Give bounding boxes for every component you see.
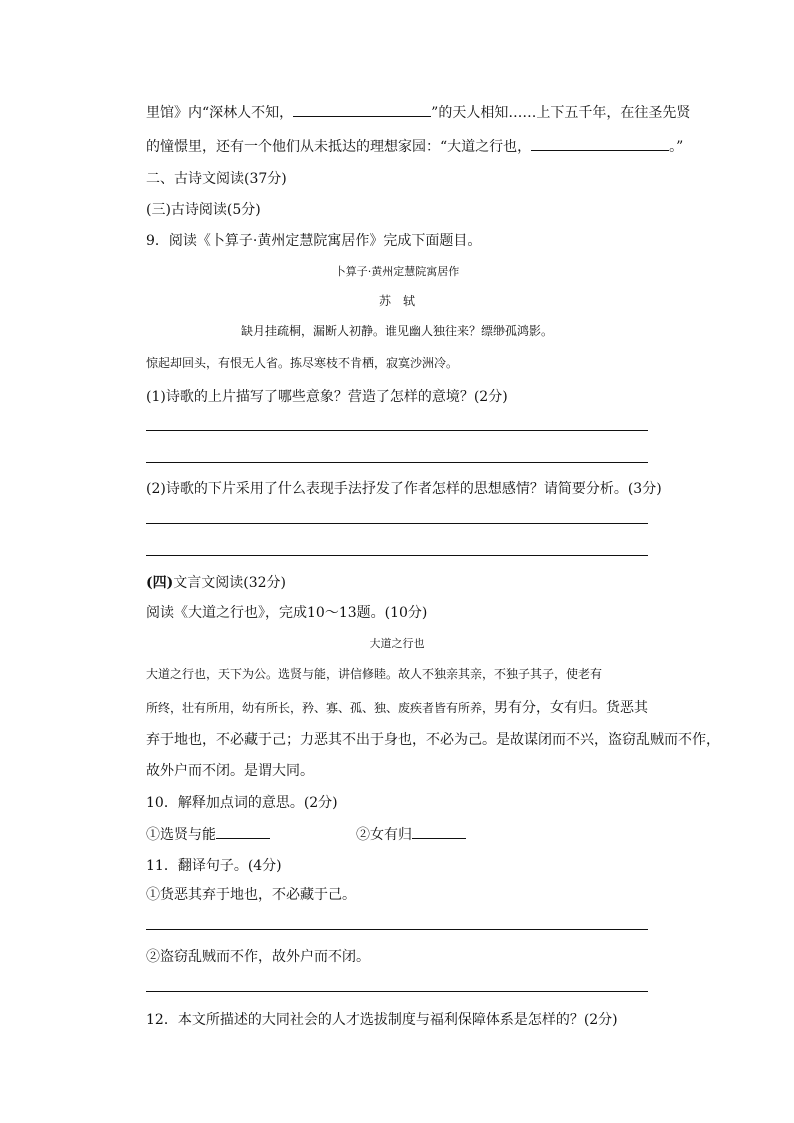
poem-line-2: 惊起却回头，有恨无人省。拣尽寒枝不肯栖，寂寞沙洲冷。 [146,356,459,370]
question-11-prompt: 11．翻译句子。(4分) [146,858,282,874]
answer-line[interactable] [146,523,648,524]
passage-line-4: 故外户而不闭。是谓大同。 [146,763,314,779]
passage-title: 大道之行也 [369,637,425,650]
fill-blank-1[interactable] [293,102,431,117]
fill-blank[interactable] [216,824,270,839]
subsection-number: (四) [146,575,174,591]
passage-text: 所终，壮有所用，幼有所长，矜、寡、孤、独、废疾者皆有所养， [146,701,495,715]
passage-text: 男有分，女有归。货恶其 [494,700,649,716]
poem-line-1: 缺月挂疏桐，漏断人初静。谁见幽人独往来？缥缈孤鸿影。 [240,324,553,338]
question-10-item-1 [146,824,270,844]
question-10-item-2 [356,824,466,844]
question-9-2: (2)诗歌的下片采用了什么表现手法抒发了作者怎样的思想感情？请简要分析。(3分) [146,481,662,497]
intro-text: 的憧憬里，还有一个他们从未抵达的理想家园：“大道之行也， [146,139,532,155]
question-12-prompt: 12．本文所描述的大同社会的人才选拔制度与福利保障体系是怎样的？(2分) [146,1012,618,1028]
section-title: 二、古诗文阅读(37分) [146,171,287,187]
question-11-item-1 [146,884,356,904]
fill-blank[interactable] [412,824,466,839]
question-11-item-2 [146,946,370,966]
item-label: ①选贤与能 [146,827,216,843]
answer-line[interactable] [146,991,648,992]
intro-line-2 [146,136,683,156]
item-text: ①货恶其弃于地也，不必藏于己。 [146,887,356,903]
subsection-label: 文言文阅读(32分) [173,575,286,591]
answer-line[interactable] [146,929,648,930]
intro-text: 里馆》内“深林人不知， [146,105,294,121]
answer-line[interactable] [146,555,648,556]
question-10-prompt: 10．解释加点词的意思。(2分) [146,795,338,811]
answer-line[interactable] [146,430,648,431]
question-9-1: (1)诗歌的上片描写了哪些意象？营造了怎样的意境？(2分) [146,389,508,405]
answer-line[interactable] [146,462,648,463]
passage-line-2 [146,697,648,717]
intro-text: 。” [669,139,684,155]
subsection-title: (三)古诗阅读(5分) [146,202,261,218]
intro-line-1 [146,102,690,122]
passage-line-1: 大道之行也，天下为公。选贤与能，讲信修睦。故人不独亲其亲，不独子其子，使老有 [146,667,603,681]
reading-prompt: 阅读《大道之行也》，完成10～13题。(10分) [146,605,428,621]
item-text: ②盗窃乱贼而不作，故外户而不闭。 [146,949,370,965]
poem-author: 苏 轼 [378,294,415,308]
fill-blank-2[interactable] [531,136,669,151]
passage-line-3: 弃于地也，不必藏于己；力恶其不出于身也，不必为己。是故谋闭而不兴，盗窃乱贼而不作， [146,732,720,748]
item-label: ②女有归 [356,827,412,843]
subsection-title [146,572,286,592]
poem-title: 卜算子·黄州定慧院寓居作 [334,265,460,278]
intro-text: ”的天人相知……上下五千年，在往圣先贤 [431,105,691,121]
question-9-prompt: 9．阅读《卜算子·黄州定慧院寓居作》完成下面题目。 [146,233,482,249]
